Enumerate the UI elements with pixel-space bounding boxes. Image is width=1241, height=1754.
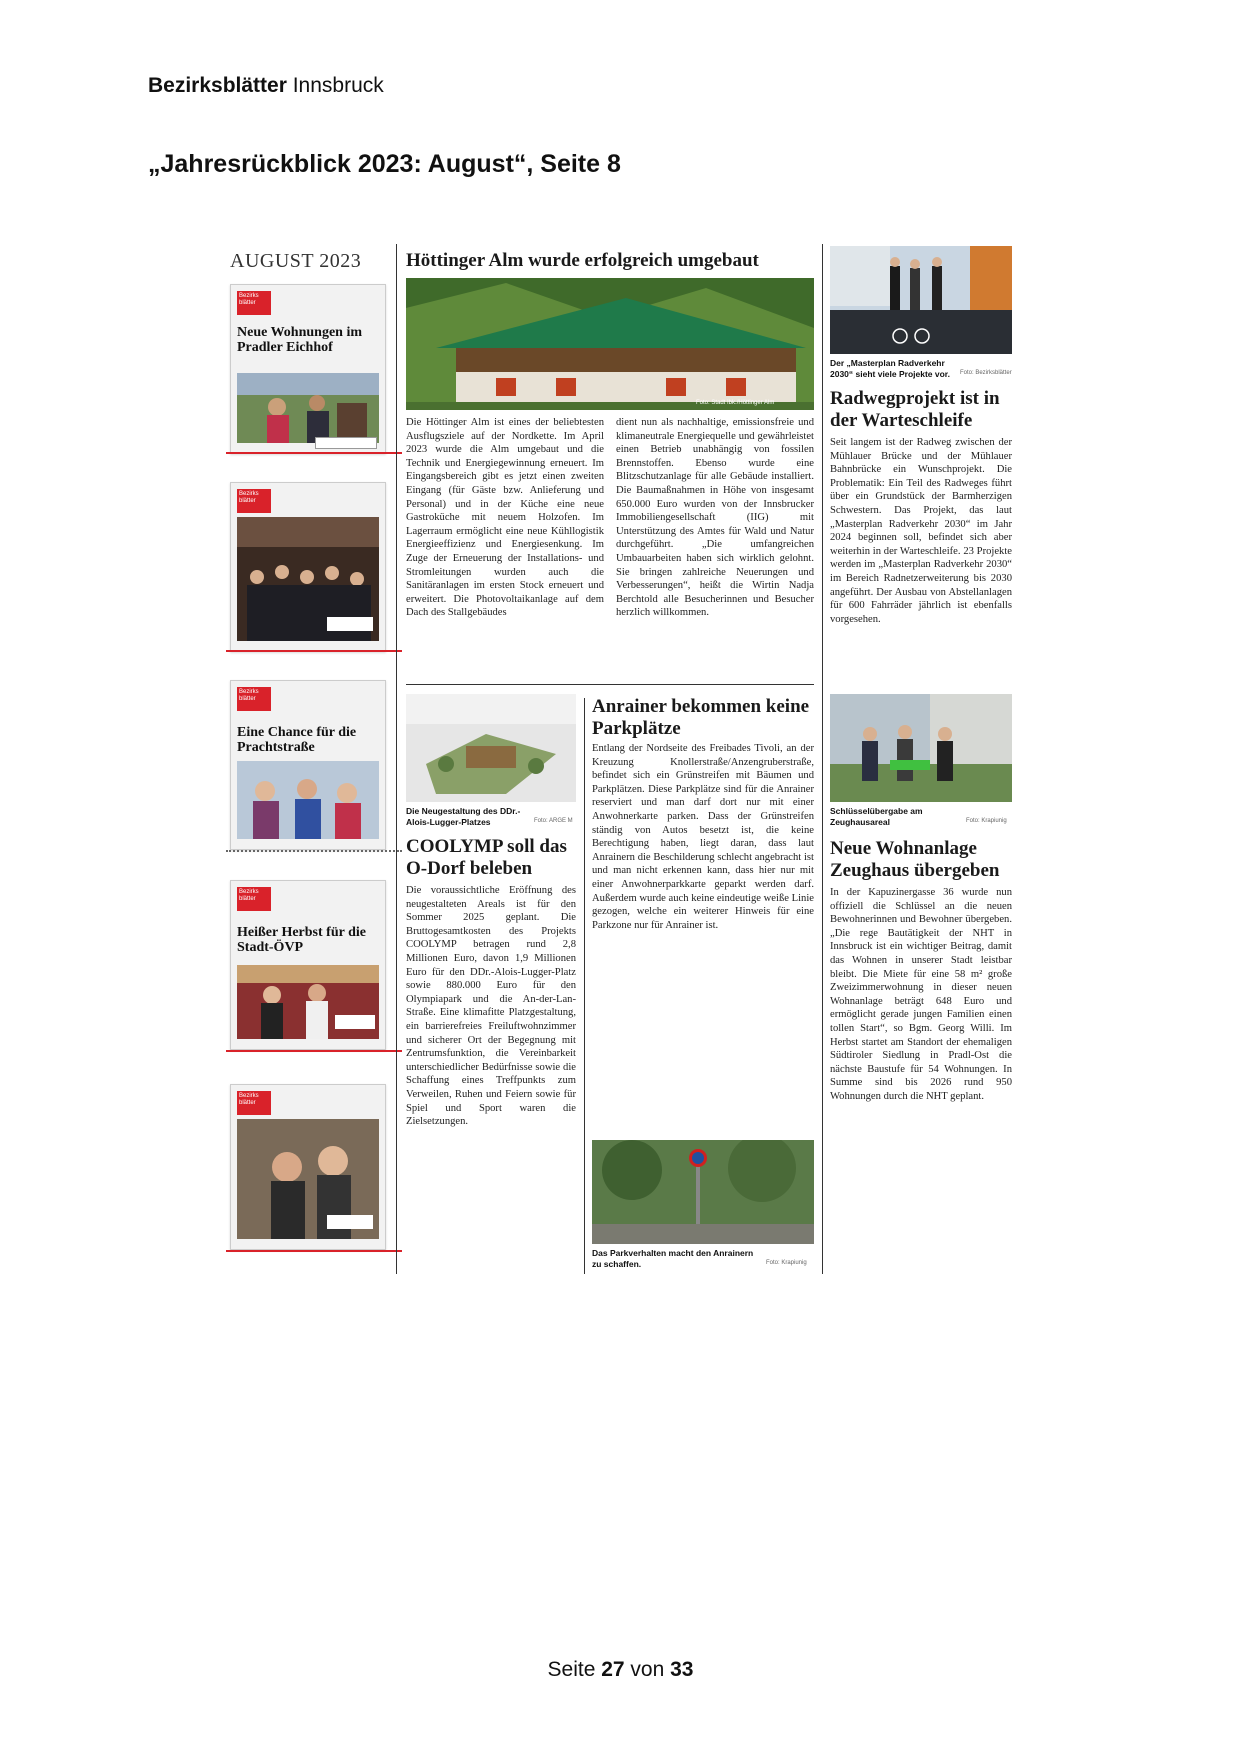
cover-photo: [237, 965, 379, 1039]
page-current: 27: [601, 1658, 625, 1681]
alm-photo-credit: Foto: Stadt Ibk./Höttinger Alm: [696, 400, 775, 406]
page-title: „Jahresrückblick 2023: August“, Seite 8: [148, 150, 621, 178]
coolymp-credit: Foto: ARGE M: [534, 818, 573, 824]
cover-logo: Bezirks blätter: [237, 291, 271, 315]
cover-thumbnail-3: [230, 680, 386, 850]
radweg-photo: [830, 246, 1012, 354]
radweg-headline: Radwegprojekt ist in der Warteschleife: [830, 388, 1000, 431]
cover-logo: Bezirks blätter: [237, 489, 271, 513]
zeughaus-text: In der Kapuzinergasse 36 wurde nun offiziell die Schlüssel an die neuen Bewohnerinnen und Bewohner übergeben. „Die rege Bautätigkeit der NHT in Innsbruck ist ein wichtiger Beitrag, damit das Wohnen in unserer Stadt leistbar bleibt. Die Miete für eine 58 m² große Zweizimmerwohnung in dieser neuen Wohnanlage beträgt 648 Euro und ermöglicht gerade jungen Familien einen tollen Start“, so Bgm. Georg Willi. Im Herbst startet am Standort der ehemaligen Südtiroler Siedlung in Pradl-Ost die nächste Baustufe für 54 Wohnungen. In Summe sind bis 2026 rund 950 Wohnungen durch die NHT geplant.: [830, 887, 1012, 1102]
alm-text-col1: Die Höttinger Alm ist eines der beliebtesten Ausflugsziele auf der Nordkette. Im April 2023 wurde die Alm umgebaut und die Technik und Energiegewinnung erneuert. Im Eingangsbereich gibt es jetzt einen zweiten Eingang (für Gäste bzw. Anlieferung und Personal) und in der Küche eine neue Gastroküche mit neuem Holzofen. Im Lagerraum ermöglicht eine neue Kühllogistik Energieeffizienz und Energiesenkung. Im Zuge der Erneuerung der Installations- und Stromleitungen wurden auch die Sanitäranlagen im ersten Stock erneuert und erweitert. Die Photovoltaikanlage auf dem Dach des Stallgebäudes: [406, 417, 604, 619]
zeughaus-photo: [830, 694, 1012, 802]
publication-bold: Bezirksblätter: [148, 74, 287, 97]
publication-city: Innsbruck: [286, 74, 384, 97]
cover-logo: Bezirks blätter: [237, 1091, 271, 1115]
divider: [226, 1250, 402, 1252]
cover-thumbnail-4: [230, 880, 386, 1050]
column-rule: [584, 698, 585, 1274]
anrainer-caption: Das Parkverhalten macht den Anrainern zu schaffen.: [592, 1248, 754, 1269]
zeughaus-caption: Schlüsselübergabe am Zeughausareal: [830, 806, 923, 827]
coolymp-caption: Die Neugestaltung des DDr.-Alois-Lugger-Platzes: [406, 806, 521, 827]
page-total: 33: [670, 1658, 694, 1681]
cover-thumbnail-1: [230, 284, 386, 454]
cover-headline: Neue Wohnungen im Pradler Eichhof: [237, 325, 362, 355]
cover-photo: [237, 1119, 379, 1239]
alm-photo: [406, 278, 814, 410]
divider: [226, 452, 402, 454]
cover-logo: Bezirks blätter: [237, 887, 271, 911]
coolymp-photo: [406, 694, 576, 802]
alm-headline: Höttinger Alm wurde erfolgreich umgebaut: [406, 250, 759, 271]
section-rule: [406, 684, 814, 685]
anrainer-credit: Foto: Krapiunig: [766, 1260, 807, 1266]
anrainer-photo: [592, 1140, 814, 1244]
cover-headline: Eine Chance für die Prachtstraße: [237, 725, 357, 755]
newspaper-clipping: [226, 244, 1012, 1274]
column-rule: [822, 244, 823, 1274]
page-middle: von: [624, 1658, 671, 1681]
cover-logo: Bezirks blätter: [237, 687, 271, 711]
divider: [226, 650, 402, 652]
alm-text-col2: dient nun als nachhaltige, emissionsfreie und klimaneutrale Energiequelle und gewährleistet einen Betrieb unabhängig von fossilen Brennstoffen. Ebenso wurde eine Blitzschutzanlage für alle Gebäude installiert. Die Baumaßnahmen in Höhe von insgesamt 650.000 Euro wurden von der Innsbrucker Immobiliengesellschaft (IIG) mit Unterstützung des Amtes für Wald und Natur durchgeführt. „Die umfangreichen Umbauarbeiten haben sich wirklich gelohnt. Sie bringen zahlreiche Neuerungen und Verbesserungen“, heißt die Wirtin Nadja Berchtold alle Besucherinnen und Besucher herzlich willkommen.: [616, 417, 814, 619]
cover-headline: Heißer Herbst für die Stadt-ÖVP: [237, 925, 366, 955]
cover-photo: [237, 761, 379, 839]
column-rule: [396, 244, 397, 1274]
cover-photo: [237, 517, 379, 641]
radweg-credit: Foto: Bezirksblätter: [960, 370, 1012, 376]
anrainer-headline: Anrainer bekommen keine Parkplätze: [592, 696, 810, 739]
month-label: AUGUST 2023: [230, 250, 362, 272]
cover-thumbnail-5: [230, 1084, 386, 1250]
cover-photo: [237, 373, 379, 443]
publication-name: [148, 74, 384, 98]
page-prefix: Seite: [547, 1658, 602, 1681]
coolymp-text: Die voraussichtliche Eröffnung des neugestalteten Areals ist für den Sommer 2025 geplant. Die Bruttogesamtkosten des Projekts COOLYMP betragen rund 2,8 Millionen Euro, davon 1,9 Millionen Euro für den DDr.-Alois-Lugger-Platz sowie 880.000 Euro für den Olympiapark und die An-der-Lan-Straße. Eine klimafitte Platzgestaltung, ein barrierefreies Freiluftwohnzimmer und sicherer Ort der Begegnung mit Zentrumsfunktion, die Vereinbarkeit unterschiedlicher Bedürfnisse sowie die Schaffung eines Treffpunkts zum Verweilen, Ruhen und Feiern sowie für Spiel und Sport waren die Zielsetzungen.: [406, 885, 576, 1128]
zeughaus-credit: Foto: Krapiunig: [966, 818, 1007, 824]
cover-thumbnail-2: [230, 482, 386, 652]
coolymp-headline: COOLYMP soll das O-Dorf beleben: [406, 836, 567, 879]
divider: [226, 1050, 402, 1052]
divider: [226, 850, 402, 854]
cover-tag: [315, 437, 377, 449]
zeughaus-headline: Neue Wohnanlage Zeughaus übergeben: [830, 838, 1000, 881]
radweg-text: Seit langem ist der Radweg zwischen der Mühlauer Brücke und der Mühlauer Bahnbrücke ein Wunschprojekt. Die Problematik: Ein Teil des Radweges führt über ein Grundstück der Barmherzigen Schwestern. Das Projekt, das laut „Masterplan Radverkehr 2030“ im Jahr 2024 beginnen soll, befindet sich aber weiterhin in der Warteschleife. 23 Projekte werden im „Masterplan Radverkehr 2030“ im Bereich Radnetzerweiterung bis 2030 angeführt. Der Ausbau von Abstellanlagen für 600 Fahrräder jährlich ist ebenfalls vorgesehen.: [830, 437, 1012, 625]
page-number: [0, 1658, 1241, 1682]
anrainer-text: Entlang der Nordseite des Freibades Tivoli, an der Kreuzung Knollerstraße/Anzengruberstraße, befindet sich ein Grünstreifen mit Bäumen und Parkplätzen. Diese Parkplätze sind für die Anrainer reserviert und man darf dort nur mit einer Anwohnerkarte parken. Dass der Grünstreifen ständig von Autos besetzt ist, die keine Berechtigung haben, liegt daran, dass laut Anrainern die Beschilderung schlecht angebracht ist und man nicht erkennen kann, dass hier nur mit einer Anwohnerparkkarte geparkt werden darf. Außerdem wurde auch keine eindeutige weiße Linie gezogen, welche ein weiterer Hinweis für eine Parkzone nur für Anrainer ist.: [592, 743, 814, 931]
radweg-caption: Der „Masterplan Radverkehr 2030“ sieht viele Projekte vor.: [830, 358, 951, 379]
